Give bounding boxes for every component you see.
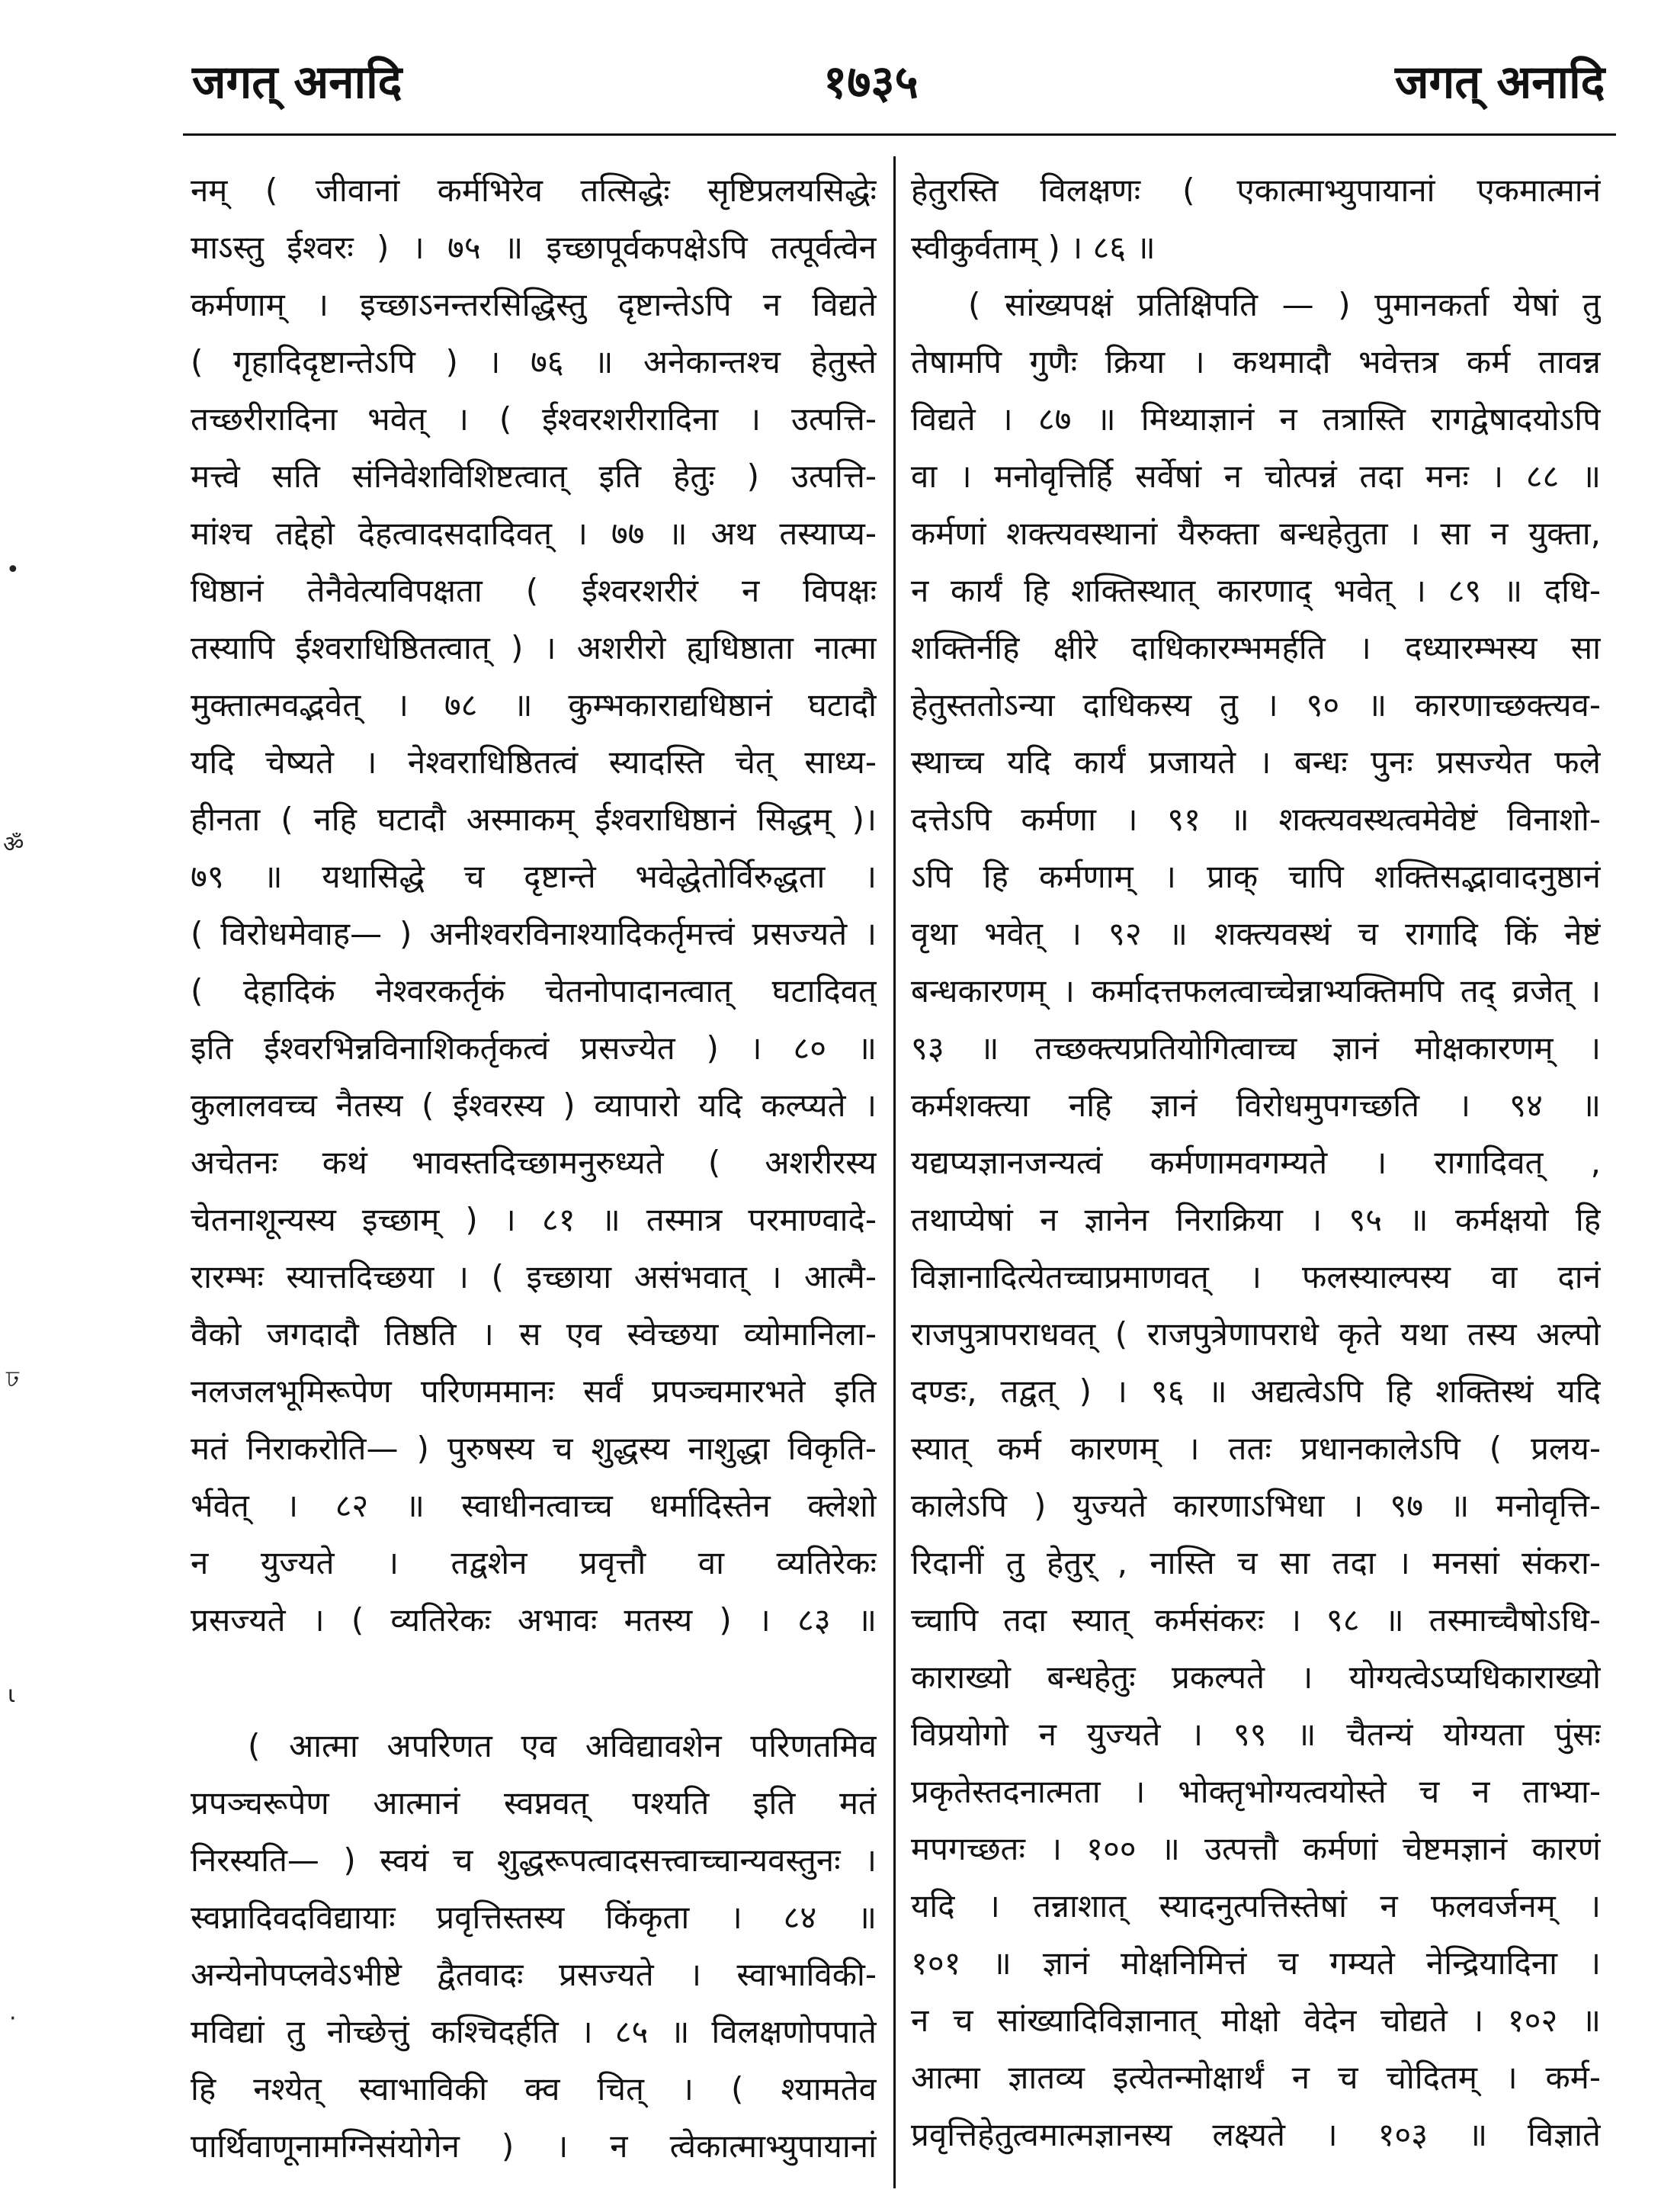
text-line: यदि । तन्नाशात् स्यादनुत्पत्तिस्तेषां न फलवर्जनम् । [911, 1887, 1601, 1925]
margin-mark: ॐ [3, 831, 24, 858]
text-line: ९३ ॥ तच्छक्त्यप्रतियोगित्वाच्च ज्ञानं मोक्षकारणम् । [911, 1029, 1601, 1067]
text-line: ( आत्मा अपरिणत एव अविद्यावशेन परिणतमिव [248, 1727, 877, 1764]
text-line: मविद्यां तु नोच्छेत्तुं कश्चिदर्हति । ८५ ॥ विलक्षणोपपाते [191, 2013, 877, 2050]
text-line: राजपुत्रापराधवत् ( राजपुत्रेणापराधे कृते यथा तस्य अल्पो [911, 1315, 1601, 1353]
text-line: पार्थिवाणूनामग्निसंयोगेन ) । न त्वेकात्माभ्युपायानां [191, 2127, 877, 2165]
text-line: रारम्भः स्यात्तदिच्छया । ( इच्छाया असंभवात् । आत्मै- [191, 1258, 877, 1295]
margin-mark: · [9, 2005, 17, 2032]
text-line: अन्येनोपप्लवेऽभीष्टे द्वैतवादः प्रसज्यते । स्वाभाविकी- [191, 1956, 877, 1993]
text-line: मांश्च तद्देहो देहत्वादसदादिवत् । ७७ ॥ अथ तस्याप्य- [191, 515, 877, 552]
text-line: अचेतनः कथं भावस्तदिच्छामनुरुध्यते ( अशरीरस्य [191, 1144, 877, 1181]
text-line: कर्मणाम् । इच्छाऽनन्तरसिद्धिस्तु दृष्टान्तेऽपि न विद्यते [191, 286, 877, 323]
text-line: न युज्यते । तद्वशेन प्रवृत्तौ वा व्यतिरेकः [191, 1544, 877, 1581]
running-header-left: जगत् अनादि [192, 56, 402, 109]
text-line: हेतुस्ततोऽन्या दाधिकस्य तु । ९० ॥ कारणाच्छक्त्यव- [911, 686, 1601, 724]
text-line: कर्मशक्त्या नहि ज्ञानं विरोधमुपगच्छति । ९४ ॥ [911, 1087, 1601, 1124]
header-rule [183, 133, 1616, 136]
text-line: स्वीकुर्वताम् ) । ८६ ॥ [911, 229, 1156, 266]
text-line: न कार्यं हि शक्तिस्थात् कारणाद् भवेत् । ८९ ॥ दधि- [911, 572, 1601, 609]
column-divider [893, 156, 896, 2188]
text-line: प्रकृतेस्तदनात्मता । भोक्तृभोग्यत्वयोस्ते च न ताभ्या- [911, 1773, 1601, 1810]
running-header-right: जगत् अनादि [1395, 56, 1605, 109]
text-line: काराख्यो बन्धहेतुः प्रकल्पते । योग्यत्वेऽप्यधिकाराख्यो [911, 1658, 1601, 1696]
text-line: स्थाच्च यदि कार्यं प्रजायते । बन्धः पुनः प्रसज्येत फले [911, 743, 1601, 781]
left-column [191, 162, 877, 2175]
right-column [911, 162, 1601, 2163]
text-line: कालेऽपि ) युज्यते कारणाऽभिधा । ९७ ॥ मनोवृत्ति- [911, 1487, 1601, 1524]
text-line: दण्डः, तद्वत् ) । ९६ ॥ अद्यत्वेऽपि हि शक्तिस्थं यदि [911, 1372, 1601, 1410]
text-line: इति ईश्वरभिन्नविनाशिकर्तृकत्वं प्रसज्येत ) । ८० ॥ [191, 1029, 877, 1067]
margin-mark: ঢ [6, 1366, 19, 1393]
text-line: ( देहादिकं नेश्वरकर्तृकं चेतनोपादानत्वात् घटादिवत् [191, 972, 877, 1010]
text-line: निरस्यति— ) स्वयं च शुद्धरूपत्वादसत्त्वाच्चान्यवस्तुनः । [191, 1841, 877, 1879]
text-line: तच्छरीरादिना भवेत् । ( ईश्वरशरीरादिना । उत्पत्ति- [191, 400, 877, 438]
text-line: चेतनाशून्यस्य इच्छाम् ) । ८१ ॥ तस्मात्र परमाण्वादे- [191, 1201, 877, 1238]
text-line: मुक्तात्मवद्भवेत् । ७८ ॥ कुम्भकाराद्यधिष्ठानं घटादौ [191, 686, 877, 724]
text-line: दत्तेऽपि कर्मणा । ९१ ॥ शक्त्यवस्थत्वमेवेष्टं विनाशो- [911, 801, 1601, 838]
text-line: मत्त्वे सति संनिवेशविशिष्टत्वात् इति हेतुः ) उत्पत्ति- [191, 457, 877, 495]
text-line: बन्धकारणम् । कर्मादत्तफलत्वाच्चेन्नाभ्यक्तिमपि तद् व्रजेत् । [911, 972, 1601, 1010]
text-line: हीनता ( नहि घटादौ अस्माकम् ईश्वराधिष्ठानं सिद्धम् )। [191, 801, 877, 838]
text-line: तेषामपि गुणैः क्रिया । कथमादौ भवेत्तत्र कर्म तावन्न [911, 343, 1601, 380]
margin-mark: ɩ [8, 1681, 16, 1708]
text-line: ( गृहादिदृष्टान्तेऽपि ) । ७६ ॥ अनेकान्तश्च हेतुस्ते [191, 343, 877, 380]
text-line: विज्ञानादित्येतच्चाप्रमाणवत् । फलस्याल्पस्य वा दानं [911, 1258, 1601, 1295]
text-line: ऽपि हि कर्मणाम् । प्राक् चापि शक्तिसद्भावादनुष्ठानं [911, 858, 1601, 895]
text-line: न च सांख्यादिविज्ञानात् मोक्षो वेदेन चोद्यते । १०२ ॥ [911, 2002, 1601, 2039]
text-line: प्रसज्यते । ( व्यतिरेकः अभावः मतस्य ) । ८३ ॥ [191, 1601, 877, 1639]
text-line: प्रपञ्चरूपेण आत्मानं स्वप्नवत् पश्यति इति मतं [191, 1784, 877, 1822]
page-number: १७३५ [823, 56, 919, 109]
text-line: यद्यप्यज्ञानजन्यत्वं कर्मणामवगम्यते । रागादिवत् , [911, 1144, 1601, 1181]
text-line: हेतुरस्ति विलक्षणः ( एकात्माभ्युपायानां एकमात्मानं [911, 172, 1601, 209]
text-line: स्वप्नादिवदविद्यायाः प्रवृत्तिस्तस्य किंकृता । ८४ ॥ [191, 1899, 877, 1936]
margin-mark: • [6, 557, 20, 583]
text-line: हि नश्येत् स्वाभाविकी क्व चित् । ( श्यामतेव [191, 2070, 877, 2108]
paragraph-gap [191, 1649, 877, 1717]
text-line: प्रवृत्तिहेतुत्वमात्मज्ञानस्य लक्ष्यते । १०३ ॥ विज्ञाते [911, 2116, 1601, 2153]
text-line: र्भवेत् । ८२ ॥ स्वाधीनत्वाच्च धर्मादिस्तेन क्लेशो [191, 1487, 877, 1524]
text-line: विप्रयोगो न युज्यते । ९९ ॥ चैतन्यं योग्यता पुंसः [911, 1716, 1601, 1753]
text-line: ( सांख्यपक्षं प्रतिक्षिपति — ) पुमानकर्ता येषां तु [968, 286, 1601, 323]
text-line: कुलालवच्च नैतस्य ( ईश्वरस्य ) व्यापारो यदि कल्प्यते । [191, 1087, 877, 1124]
text-line: नलजलभूमिरूपेण परिणममानः सर्वं प्रपञ्चमारभते इति [191, 1372, 877, 1410]
text-line: धिष्ठानं तेनैवेत्यविपक्षता ( ईश्वरशरीरं न विपक्षः [191, 572, 877, 609]
text-line: स्यात् कर्म कारणम् । ततः प्रधानकालेऽपि ( प्रलय- [911, 1430, 1601, 1467]
text-line: मपगच्छतः । १०० ॥ उत्पत्तौ कर्मणां चेष्टमज्ञानं कारणं [911, 1830, 1601, 1867]
text-line: नम् ( जीवानां कर्मभिरेव तत्सिद्धेः सृष्टिप्रलयसिद्धेः [191, 172, 877, 209]
text-line: तथाप्येषां न ज्ञानेन निराक्रिया । ९५ ॥ कर्मक्षयो हि [911, 1201, 1601, 1238]
text-line: तस्यापि ईश्वराधिष्ठितत्वात् ) । अशरीरो ह्यधिष्ठाता नात्मा [191, 629, 877, 666]
text-line: विद्यते । ८७ ॥ मिथ्याज्ञानं न तत्रास्ति रागद्वेषादयोऽपि [911, 400, 1601, 438]
text-line: मतं निराकरोति— ) पुरुषस्य च शुद्धस्य नाशुद्धा विकृति- [191, 1430, 877, 1467]
text-line: शक्तिर्नहि क्षीरे दाधिकारम्भमर्हति । दध्यारम्भस्य सा [911, 629, 1601, 666]
text-line: १०१ ॥ ज्ञानं मोक्षनिमित्तं च गम्यते नेन्द्रियादिना । [911, 1944, 1601, 1982]
text-line: यदि चेष्यते । नेश्वराधिष्ठितत्वं स्यादस्ति चेत् साध्य- [191, 743, 877, 781]
text-line: वृथा भवेत् । ९२ ॥ शक्त्यवस्थं च रागादि किं नेष्टं [911, 915, 1601, 952]
text-line: वा । मनोवृत्तिर्हि सर्वेषां न चोत्पन्नं तदा मनः । ८८ ॥ [911, 457, 1601, 495]
text-line: माऽस्तु ईश्वरः ) । ७५ ॥ इच्छापूर्वकपक्षेऽपि तत्पूर्वत्वेन [191, 229, 877, 266]
text-line: ( विरोधमेवाह— ) अनीश्वरविनाश्यादिकर्तृमत्त्वं प्रसज्यते । [191, 915, 877, 952]
text-line: रिदानीं तु हेतुर् , नास्ति च सा तदा । मनसां संकरा- [911, 1544, 1601, 1581]
text-line: वैको जगदादौ तिष्ठति । स एव स्वेच्छया व्योमानिला- [191, 1315, 877, 1353]
text-line: ७९ ॥ यथासिद्धे च दृष्टान्ते भवेद्धेतोर्विरुद्धता । [191, 858, 877, 895]
text-line: आत्मा ज्ञातव्य इत्येतन्मोक्षार्थं न च चोदितम् । कर्म- [911, 2059, 1601, 2096]
text-line: च्चापि तदा स्यात् कर्मसंकरः । ९८ ॥ तस्माच्चैषोऽधि- [911, 1601, 1601, 1639]
text-line: कर्मणां शक्त्यवस्थानां यैरुक्ता बन्धहेतुता । सा न युक्ता, [911, 515, 1601, 552]
